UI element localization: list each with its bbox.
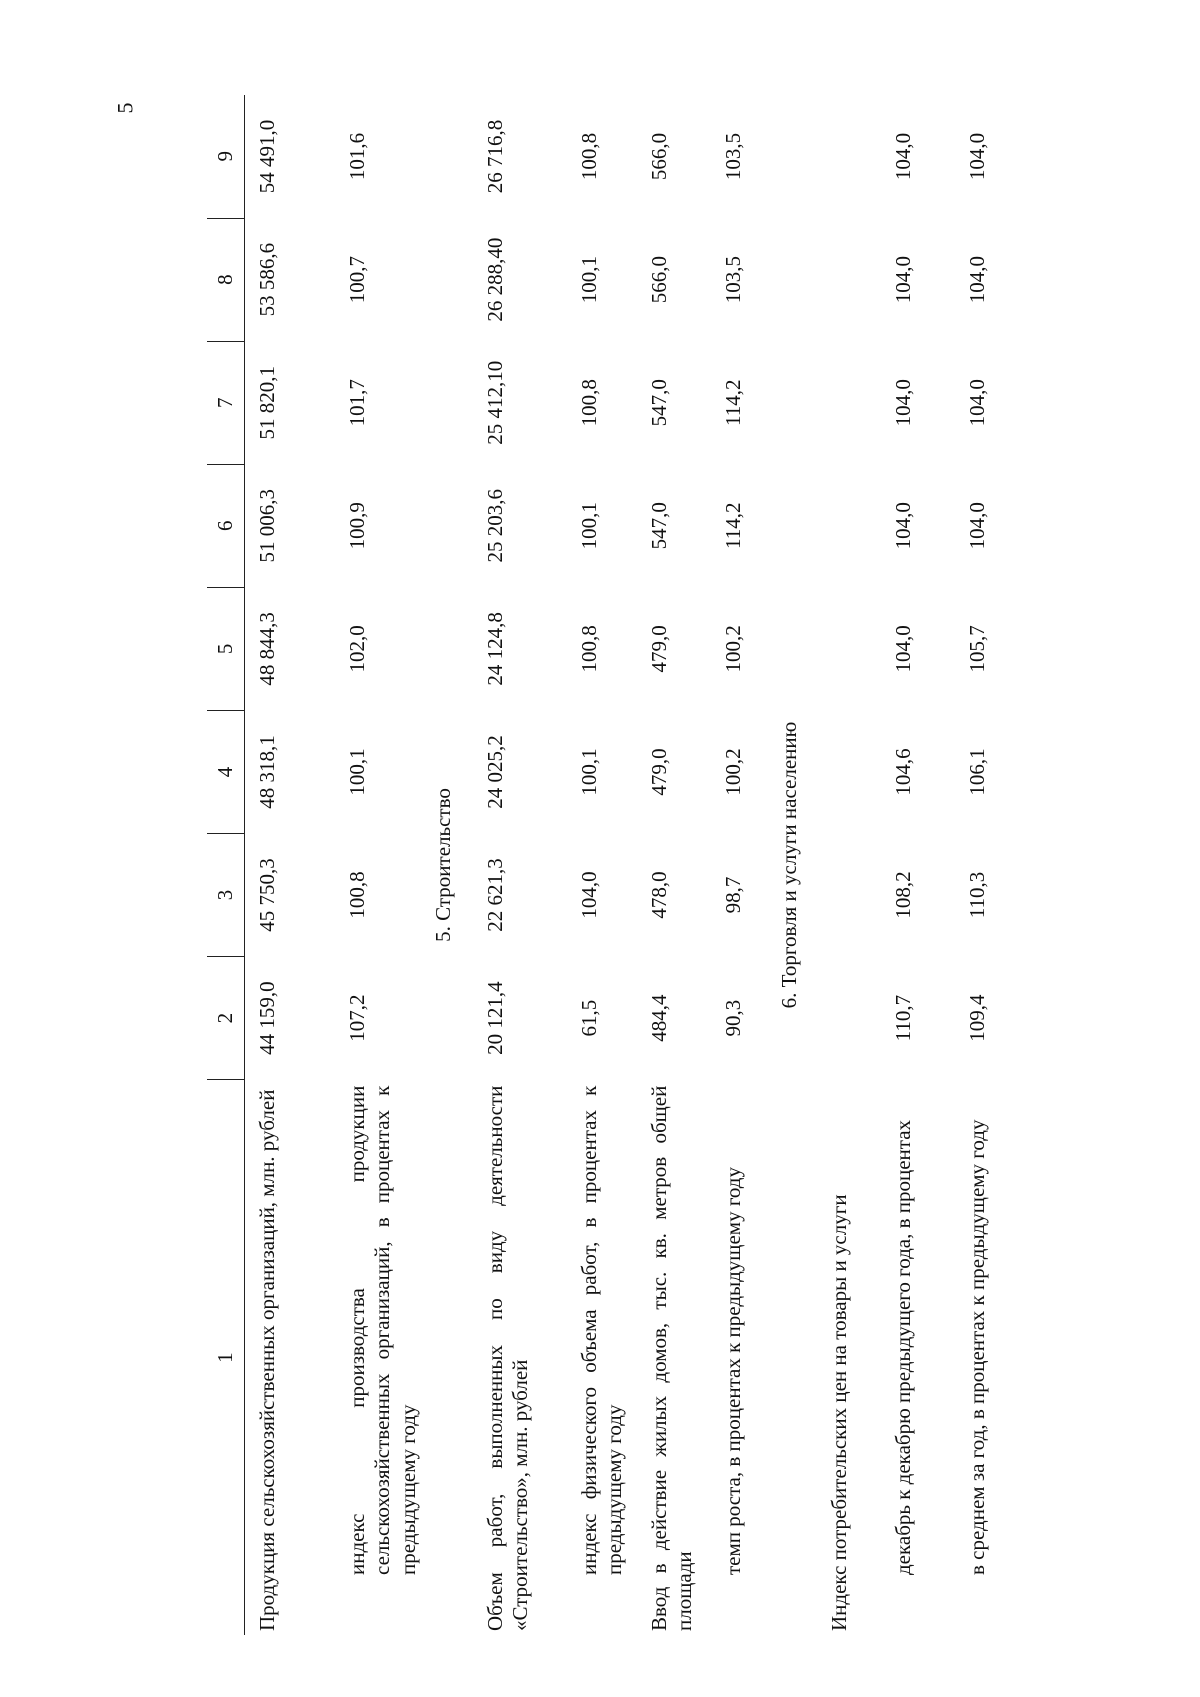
section-row	[429, 95, 473, 1635]
row-label: Индекс потребительских цен на товары и услуги	[827, 1194, 852, 1631]
cell-value: 107,2	[345, 994, 370, 1042]
cell-value	[817, 587, 881, 710]
cell-value: 61,5	[577, 999, 602, 1037]
cell-value	[817, 218, 881, 341]
row-label: Ввод в действие жилых домов, тыс. кв. метров общей площади	[647, 1085, 697, 1631]
rotated-table-page	[207, 95, 1027, 1635]
column-header: 4	[207, 710, 245, 833]
column-header: 1	[207, 1080, 245, 1635]
cell-value: 479,0	[647, 625, 672, 673]
cell-value: 478,0	[647, 871, 672, 919]
cell-value: 45 750,3	[255, 858, 280, 932]
cell-value: 547,0	[647, 502, 672, 550]
cell-value: 25 412,10	[483, 360, 508, 445]
row-label: Продукция сельскохозяйственных организаций, млн. рублей	[255, 1089, 280, 1631]
header-row	[207, 95, 245, 1635]
cell-value: 108,2	[891, 871, 916, 919]
cell-value: 51 820,1	[255, 365, 280, 440]
cell-value: 53 586,6	[255, 242, 280, 317]
cell-value: 100,9	[345, 502, 370, 550]
cell-value: 102,0	[345, 625, 370, 673]
section-title: 6. Торговля и услуги населению	[777, 721, 802, 1009]
cell-value: 24 124,8	[483, 612, 508, 686]
cell-value: 109,4	[965, 994, 990, 1042]
section-row	[775, 95, 817, 1635]
table-row	[881, 95, 955, 1635]
row-label: Объем работ, выполненных по виду деятельности «Строительство», млн. рублей	[483, 1085, 533, 1631]
cell-value: 100,8	[577, 132, 602, 181]
cell-value: 25 203,6	[483, 489, 508, 563]
cell-value: 110,7	[891, 994, 916, 1042]
cell-value: 22 621,3	[483, 858, 508, 932]
table-row	[817, 95, 881, 1635]
cell-value: 51 006,3	[255, 489, 280, 563]
cell-value: 100,7	[345, 256, 370, 304]
cell-value	[817, 95, 881, 218]
cell-value: 100,8	[577, 625, 602, 673]
cell-value: 114,2	[721, 502, 746, 550]
cell-value: 104,6	[891, 748, 916, 796]
cell-value: 103,5	[721, 132, 746, 181]
cell-value: 100,8	[345, 871, 370, 919]
cell-value: 106,1	[965, 748, 990, 796]
cell-value: 44 159,0	[255, 981, 280, 1055]
cell-value	[817, 464, 881, 587]
cell-value: 100,1	[345, 748, 370, 796]
cell-value: 100,2	[721, 748, 746, 796]
cell-value: 54 491,0	[255, 119, 280, 194]
table-row	[955, 95, 1029, 1635]
cell-value: 104,0	[891, 502, 916, 550]
cell-value: 100,1	[577, 256, 602, 304]
cell-value: 100,1	[577, 748, 602, 796]
cell-value	[817, 833, 881, 956]
cell-value: 100,2	[721, 625, 746, 673]
cell-value: 24 025,2	[483, 735, 508, 809]
table-row	[335, 95, 429, 1635]
cell-value: 104,0	[965, 132, 990, 181]
cell-value: 104,0	[891, 625, 916, 673]
cell-value: 566,0	[647, 132, 672, 181]
column-header: 5	[207, 587, 245, 710]
cell-value: 104,0	[577, 871, 602, 919]
section-title: 5. Строительство	[431, 788, 456, 942]
column-header: 6	[207, 464, 245, 587]
row-label: в среднем за год, в процентах к предыдущему году	[965, 1119, 990, 1575]
cell-value: 566,0	[647, 256, 672, 304]
cell-value	[817, 341, 881, 464]
column-header: 3	[207, 833, 245, 956]
column-header: 8	[207, 218, 245, 341]
row-label: темп роста, в процентах к предыдущему году	[721, 1167, 746, 1575]
cell-value: 101,6	[345, 132, 370, 181]
column-header: 7	[207, 341, 245, 464]
column-header: 9	[207, 95, 245, 218]
cell-value: 104,0	[965, 379, 990, 427]
cell-value: 103,5	[721, 256, 746, 304]
cell-value: 484,4	[647, 994, 672, 1042]
column-header: 2	[207, 957, 245, 1080]
cell-value: 98,7	[721, 876, 746, 914]
row-label: индекс физического объема работ, в процентах к предыдущему году	[577, 1085, 627, 1575]
cell-value: 105,7	[965, 625, 990, 673]
row-label: индекс производства продукции сельскохозяйственных организаций, в процентах к предыдущему году	[345, 1085, 420, 1575]
cell-value: 48 844,3	[255, 612, 280, 686]
cell-value: 104,0	[965, 502, 990, 550]
cell-value: 26 716,8	[483, 119, 508, 194]
cell-value: 479,0	[647, 748, 672, 796]
indicators-table	[207, 95, 1029, 1635]
cell-value: 100,1	[577, 502, 602, 550]
cell-value	[817, 710, 881, 833]
cell-value: 547,0	[647, 379, 672, 427]
cell-value: 110,3	[965, 871, 990, 919]
page-number: 5	[112, 102, 138, 114]
table-row	[711, 95, 775, 1635]
table-row	[245, 95, 336, 1635]
row-label: декабрь к декабрю предыдущего года, в процентах	[891, 1119, 916, 1575]
table-row	[567, 95, 637, 1635]
table-row	[473, 95, 567, 1635]
cell-value: 104,0	[891, 379, 916, 427]
cell-value: 104,0	[891, 256, 916, 304]
cell-value: 100,8	[577, 379, 602, 427]
cell-value: 20 121,4	[483, 981, 508, 1055]
cell-value: 48 318,1	[255, 735, 280, 809]
cell-value: 101,7	[345, 379, 370, 427]
cell-value: 114,2	[721, 379, 746, 426]
cell-value: 104,0	[965, 256, 990, 304]
table-row	[637, 95, 711, 1635]
cell-value	[817, 957, 881, 1080]
cell-value: 90,3	[721, 999, 746, 1037]
cell-value: 26 288,40	[483, 237, 508, 322]
cell-value: 104,0	[891, 132, 916, 181]
